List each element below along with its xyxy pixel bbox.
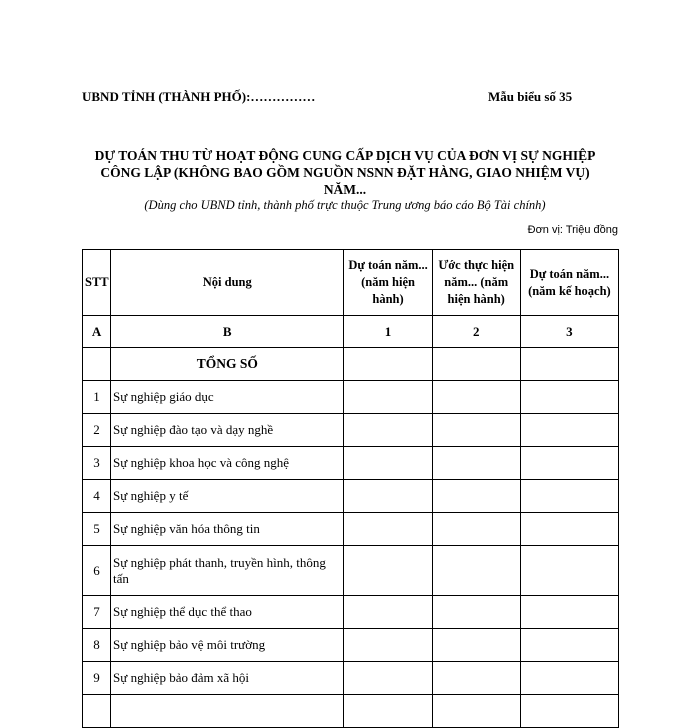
row-col1 [344, 662, 432, 695]
row-col1 [344, 447, 432, 480]
table-row [83, 546, 619, 596]
col-header-1: Dự toán năm... (năm hiện hành) [344, 250, 432, 316]
row-col1 [344, 596, 432, 629]
row-col3 [520, 414, 618, 447]
row-col2 [432, 695, 520, 728]
row-col3 [520, 596, 618, 629]
title-line-1: DỰ TOÁN THU TỪ HOẠT ĐỘNG CUNG CẤP DỊCH VỤ CỦA ĐƠN VỊ SỰ NGHIỆP [94, 148, 596, 163]
row-col1 [344, 546, 432, 596]
total-stt [83, 348, 111, 381]
table-row [83, 381, 619, 414]
row-stt: 8 [83, 629, 111, 662]
table-row [83, 447, 619, 480]
table-row [83, 629, 619, 662]
row-col3 [520, 381, 618, 414]
table-row [83, 513, 619, 546]
row-stt: 7 [83, 596, 111, 629]
table-header-row [83, 250, 619, 316]
row-col2 [432, 629, 520, 662]
index-col3: 3 [520, 316, 618, 348]
total-label: TỔNG SỐ [111, 348, 344, 381]
row-col2 [432, 546, 520, 596]
row-col3 [520, 513, 618, 546]
total-col2 [432, 348, 520, 381]
row-stt: 2 [83, 414, 111, 447]
row-col3 [520, 662, 618, 695]
row-label [111, 695, 344, 728]
row-label: Sự nghiệp bảo vệ môi trường [111, 629, 344, 662]
table-row [83, 596, 619, 629]
row-col1 [344, 414, 432, 447]
row-label: Sự nghiệp khoa học và công nghệ [111, 447, 344, 480]
index-col1: 1 [344, 316, 432, 348]
table-row [83, 662, 619, 695]
row-col3 [520, 629, 618, 662]
index-col2: 2 [432, 316, 520, 348]
row-col2 [432, 447, 520, 480]
index-content: B [111, 316, 344, 348]
row-stt [83, 695, 111, 728]
row-col2 [432, 381, 520, 414]
total-col3 [520, 348, 618, 381]
row-label: Sự nghiệp đào tạo và dạy nghề [111, 414, 344, 447]
row-col1 [344, 513, 432, 546]
row-col2 [432, 596, 520, 629]
row-col2 [432, 662, 520, 695]
row-col2 [432, 513, 520, 546]
total-col1 [344, 348, 432, 381]
col-header-stt: STT [83, 250, 111, 316]
row-col3 [520, 695, 618, 728]
row-col3 [520, 480, 618, 513]
table-row [83, 695, 619, 728]
index-row [83, 316, 619, 348]
row-stt: 5 [83, 513, 111, 546]
col-header-2: Ước thực hiện năm... (năm hiện hành) [432, 250, 520, 316]
row-label: Sự nghiệp giáo dục [111, 381, 344, 414]
total-row [83, 348, 619, 381]
title-line-2: CÔNG LẬP (KHÔNG BAO GỒM NGUỒN NSNN ĐẶT HÀNG, GIAO NHIỆM VỤ) [100, 165, 590, 180]
row-col3 [520, 447, 618, 480]
document-title [60, 147, 630, 198]
table-row [83, 480, 619, 513]
row-label: Sự nghiệp phát thanh, truyền hình, thông tấn [111, 546, 344, 596]
row-label: Sự nghiệp thể dục thể thao [111, 596, 344, 629]
row-stt: 1 [83, 381, 111, 414]
row-label: Sự nghiệp bảo đảm xã hội [111, 662, 344, 695]
unit-label: Đơn vị: Triệu đồng [527, 224, 618, 236]
index-stt: A [83, 316, 111, 348]
title-line-3: NĂM... [323, 182, 367, 197]
agency-header: UBND TỈNH (THÀNH PHỐ):…………… [82, 89, 316, 104]
col-header-content: Nội dung [111, 250, 344, 316]
row-col2 [432, 480, 520, 513]
budget-table [82, 249, 619, 728]
row-col1 [344, 695, 432, 728]
row-stt: 4 [83, 480, 111, 513]
col-header-3: Dự toán năm... (năm kế hoạch) [520, 250, 618, 316]
row-label: Sự nghiệp văn hóa thông tin [111, 513, 344, 546]
row-stt: 6 [83, 546, 111, 596]
row-stt: 9 [83, 662, 111, 695]
table-row [83, 414, 619, 447]
row-stt: 3 [83, 447, 111, 480]
row-col3 [520, 546, 618, 596]
row-label: Sự nghiệp y tế [111, 480, 344, 513]
document-subtitle: (Dùng cho UBND tỉnh, thành phố trực thuộc Trung ương báo cáo Bộ Tài chính) [144, 198, 546, 212]
row-col1 [344, 381, 432, 414]
row-col1 [344, 629, 432, 662]
row-col2 [432, 414, 520, 447]
form-number: Mẫu biểu số 35 [488, 89, 573, 104]
row-col1 [344, 480, 432, 513]
